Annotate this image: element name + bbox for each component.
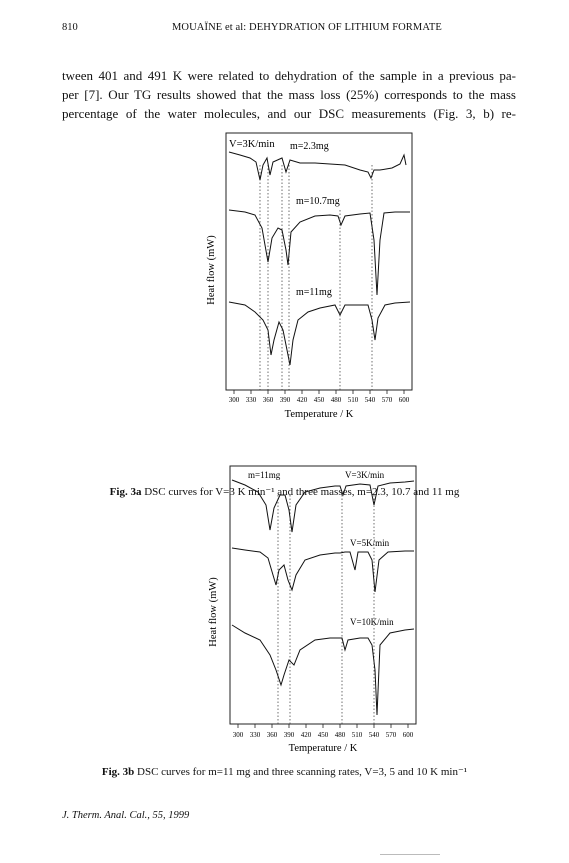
fig3b-tick: 330 [249, 731, 261, 739]
fig3b-mass-label: m=11mg [248, 470, 281, 480]
fig3a-tick: 420 [296, 396, 308, 404]
fig3b-curve-5k [232, 548, 414, 592]
fig3b-tick: 300 [232, 731, 244, 739]
fig3a-rate-label: V=3K/min [229, 139, 275, 150]
fig3b-tick: 510 [351, 731, 363, 739]
fig3b-r2-label: V=5K/min [350, 538, 390, 548]
fig3a-frame [226, 133, 412, 390]
fig3a-m2-label: m=10.7mg [296, 196, 340, 207]
fig3b-curves [232, 480, 414, 715]
body-line-3: percentage of the water molecules, and our DSC measurements (Fig. 3, b) re- [62, 106, 516, 121]
fig3a-ylabel: Heat flow (mW) [206, 235, 217, 305]
fig3a-tick: 540 [364, 396, 376, 404]
fig3a-tick: 570 [381, 396, 393, 404]
fig3b-tick-labels [233, 731, 414, 739]
fig3b-tick: 570 [385, 731, 397, 739]
fig3b-r1-label: V=3K/min [345, 470, 385, 480]
fig3b-curve-10k [232, 625, 414, 715]
fig3b-r3-label: V=10K/min [350, 617, 394, 627]
fig3b-ylabel: Heat flow (mW) [208, 577, 219, 647]
fig3a-tick: 480 [330, 396, 342, 404]
running-title: MOUAÏNE et al: DEHYDRATION OF LITHIUM FORMATE [172, 22, 442, 33]
fig3a-ticks [234, 390, 404, 394]
fig3a-curve-10.7mg [229, 210, 410, 295]
fig3b-caption [0, 765, 569, 778]
fig3a-caption-text: DSC curves for V=3 K min⁻¹ and three masses, m=2.3, 10.7 and 11 mg [141, 486, 460, 498]
fig3b-tick: 420 [300, 731, 312, 739]
fig3a-tick: 330 [245, 396, 257, 404]
page-number: 810 [62, 22, 78, 33]
fig3b-xlabel: Temperature / K [288, 743, 358, 754]
fig3a-m1-label: m=2.3mg [290, 141, 329, 152]
fig3a-tick-labels [229, 396, 410, 404]
fig3b-tick: 390 [283, 731, 295, 739]
fig3a-curve-11mg [229, 302, 410, 365]
fig3a-caption-label: Fig. 3a [109, 486, 142, 498]
scan-mark [380, 854, 440, 855]
fig3a-tick: 510 [347, 396, 359, 404]
fig3a-tick: 600 [398, 396, 410, 404]
fig3a-curves [229, 152, 410, 365]
fig3a-m3-label: m=11mg [296, 287, 332, 298]
fig3a-tick: 390 [279, 396, 291, 404]
fig3b-frame [230, 466, 416, 724]
fig3b-tick: 540 [368, 731, 380, 739]
journal-footer: J. Therm. Anal. Cal., 55, 1999 [62, 810, 190, 821]
fig3b-ticks [238, 724, 408, 728]
fig3b-caption-label: Fig. 3b [101, 766, 135, 778]
fig3b-tick: 450 [317, 731, 329, 739]
body-line-1: tween 401 and 491 K were related to dehydration of the sample in a previous pa- [62, 68, 516, 83]
fig3a-tick: 300 [228, 396, 240, 404]
fig3a-tick: 450 [313, 396, 325, 404]
fig3a-xlabel: Temperature / K [284, 409, 354, 420]
fig3a-curve-2.3mg [229, 152, 406, 180]
fig3b-tick: 360 [266, 731, 278, 739]
fig3b-caption-text: DSC curves for m=11 mg and three scanning rates, V=3, 5 and 10 K min⁻¹ [134, 766, 468, 778]
body-line-2: per [7]. Our TG results showed that the mass loss (25%) corresponds to the mass [62, 87, 516, 102]
fig3b-tick: 600 [402, 731, 414, 739]
fig3a-tick: 360 [262, 396, 274, 404]
fig3a-caption [0, 485, 569, 498]
fig3b-tick: 480 [334, 731, 346, 739]
